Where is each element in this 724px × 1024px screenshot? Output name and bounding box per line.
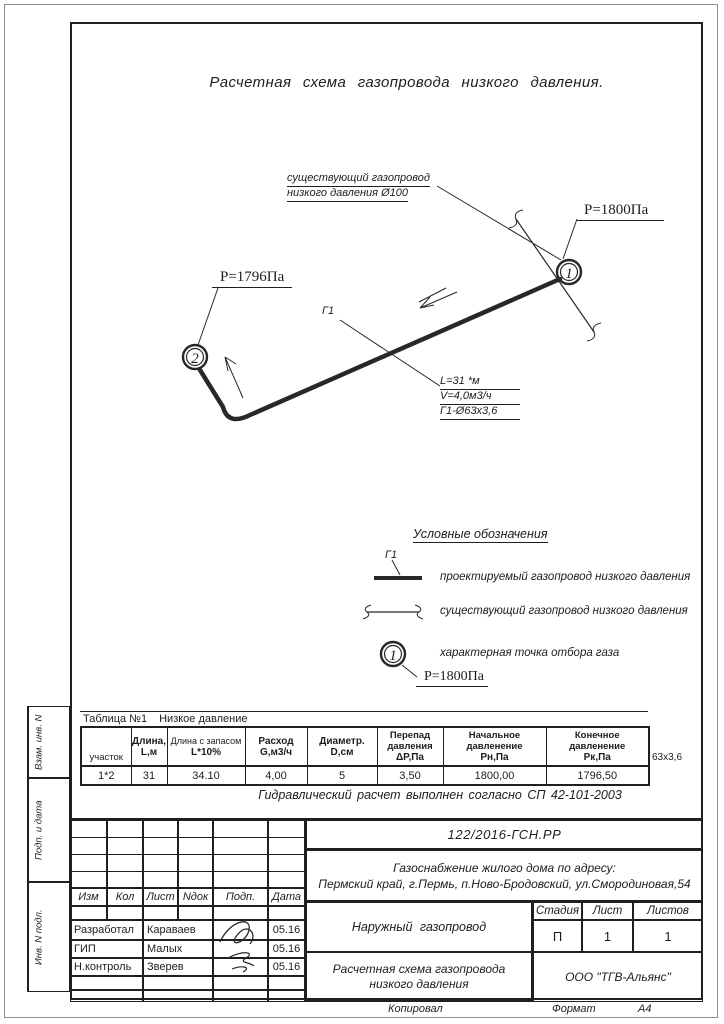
col-section: участок xyxy=(81,727,131,766)
tb-empty-cell xyxy=(268,976,305,990)
pipe-diameter: Г1-Ø63х3,6 xyxy=(440,405,520,420)
tb-empty-cell xyxy=(107,820,143,888)
tb-empty-cell xyxy=(213,976,268,990)
tb-sheet-value: 1 xyxy=(582,920,633,952)
cell-end-pressure: 1796,50 xyxy=(546,766,649,785)
tb-date-gip: 05.16 xyxy=(268,940,305,958)
tb-empty-cell xyxy=(213,906,268,920)
tb-empty-cell xyxy=(213,990,268,1002)
tb-name-ncontrol: Зверев xyxy=(143,958,213,976)
cell-flow: 4,00 xyxy=(245,766,307,785)
legend-item1-label: проектируемый газопровод низкого давления xyxy=(440,571,691,583)
tb-object-name: Наружный газопровод xyxy=(305,902,532,952)
col-length-reserve: Длина с запасом L*10% xyxy=(167,727,245,766)
tb-signature-cell xyxy=(213,958,268,976)
tb-sheets-value: 1 xyxy=(633,920,703,952)
legend-item1-symbol-label: Г1 xyxy=(385,549,398,561)
margin-stamp-vzam-label: Взам. инв. N xyxy=(28,707,49,777)
legend-title: Условные обозначения xyxy=(413,527,548,541)
col-length: Длина, L,м xyxy=(131,727,167,766)
footer-format-value: А4 xyxy=(638,1003,652,1015)
legend-item3-value: Р=1800Па xyxy=(416,669,488,687)
cell-pressure-drop: 3,50 xyxy=(377,766,443,785)
tb-date-ncontrol: 05.16 xyxy=(268,958,305,976)
tb-project-address xyxy=(305,850,703,902)
tb-signature-cell xyxy=(213,920,268,940)
tb-empty-cell xyxy=(143,820,178,888)
tb-date-developer: 05.16 xyxy=(268,920,305,940)
tb-empty-cell xyxy=(70,976,143,990)
tb-empty-cell xyxy=(268,906,305,920)
tb-col-podp: Подп. xyxy=(213,888,268,906)
tb-role-developer: Разработал xyxy=(70,920,143,940)
title-block xyxy=(70,818,703,1000)
annotation-line-1: существующий газопровод xyxy=(287,172,430,187)
pressure-table xyxy=(80,711,648,786)
tb-company: ООО "ТГВ-Альянс" xyxy=(532,952,703,1002)
pipe-designation-label: Г1 xyxy=(322,305,335,317)
tb-empty-cell xyxy=(107,906,143,920)
tb-empty-cell xyxy=(178,820,213,888)
tb-sheet-name-line-2: низкого давления xyxy=(369,976,469,991)
tb-role-ncontrol: Н.контроль xyxy=(70,958,143,976)
hydraulic-note: Гидравлический расчет выполнен согласно СП 42-101-2003 xyxy=(258,788,622,802)
tb-col-ndok: Nдок xyxy=(178,888,213,906)
col-diameter: Диаметр. D,см xyxy=(307,727,377,766)
tb-sheets-header: Листов xyxy=(633,902,703,920)
table-header-row xyxy=(81,727,649,766)
table-caption xyxy=(80,711,648,726)
existing-pipeline-annotation xyxy=(287,172,430,202)
tb-stage-value: П xyxy=(532,920,582,952)
sheet-title: Расчетная схема газопровода низкого давления. xyxy=(209,74,604,91)
tb-empty-cell xyxy=(143,906,178,920)
col-start-pressure: Начальное давленение Рн,Па xyxy=(443,727,546,766)
tb-empty-cell xyxy=(143,990,213,1002)
tb-col-izm: Изм xyxy=(70,888,107,906)
cell-length-reserve: 34.10 xyxy=(167,766,245,785)
col-flow: Расход G,м3/ч xyxy=(245,727,307,766)
tb-empty-cell xyxy=(70,990,143,1002)
tb-stage-header: Стадия xyxy=(532,902,582,920)
margin-stamp-podp-label: Подп. и дата xyxy=(28,779,49,881)
tb-empty-cell xyxy=(178,906,213,920)
pipe-flow: V=4,0м3/ч xyxy=(440,390,520,405)
margin-stamp-podp xyxy=(27,778,70,882)
cell-start-pressure: 1800,00 xyxy=(443,766,546,785)
tb-empty-cell xyxy=(70,906,107,920)
pipe-size-side-note: 63х3,6 xyxy=(652,752,683,763)
tb-empty-cell xyxy=(268,990,305,1002)
table-row xyxy=(81,766,649,785)
margin-stamp-vzam xyxy=(27,706,70,778)
tb-col-list: Лист xyxy=(143,888,178,906)
tb-project-line-2: Пермский край, г.Пермь, п.Ново-Бродовский, ул.Смородиновая,54 xyxy=(318,876,691,891)
tb-project-line-1: Газоснабжение жилого дома по адресу: xyxy=(393,860,616,875)
tb-name-developer: Караваев xyxy=(143,920,213,940)
footer-format-label: Формат xyxy=(552,1003,596,1015)
tb-name-gip: Малых xyxy=(143,940,213,958)
pipe-info-block xyxy=(440,375,520,420)
node-2-number: 2 xyxy=(191,351,199,367)
tb-sheet-name xyxy=(305,952,532,1002)
col-pressure-drop: Перепад давления ΔР,Па xyxy=(377,727,443,766)
footer-copied-label: Копировал xyxy=(388,1003,443,1015)
tb-empty-cell xyxy=(268,820,305,888)
table-number: Таблица №1 xyxy=(83,713,148,725)
tb-sheet-name-line-1: Расчетная схема газопровода xyxy=(332,961,506,976)
legend-item3-label: характерная точка отбора газа xyxy=(440,647,620,659)
tb-signature-cell xyxy=(213,940,268,958)
tb-empty-cell xyxy=(213,820,268,888)
cell-length: 31 xyxy=(131,766,167,785)
table-name: Низкое давление xyxy=(159,713,248,725)
tb-document-number: 122/2016-ГСН.РР xyxy=(305,820,703,850)
pressure-label-node-1: Р=1800Па xyxy=(576,202,664,221)
pipe-length: L=31 *м xyxy=(440,375,520,390)
tb-empty-cell xyxy=(143,976,213,990)
cell-section: 1*2 xyxy=(81,766,131,785)
tb-sheet-header: Лист xyxy=(582,902,633,920)
margin-stamp-inv xyxy=(27,882,70,992)
margin-stamp-inv-label: Инв. N подл. xyxy=(28,883,49,991)
legend-node-number: 1 xyxy=(389,648,397,664)
annotation-line-2: низкого давления Ø100 xyxy=(287,187,408,202)
cell-diameter: 5 xyxy=(307,766,377,785)
tb-col-data: Дата xyxy=(268,888,305,906)
tb-col-kol: Кол xyxy=(107,888,143,906)
tb-role-gip: ГИП xyxy=(70,940,143,958)
tb-empty-cell xyxy=(70,820,107,888)
node-1-number: 1 xyxy=(565,266,573,282)
legend-item2-label: существующий газопровод низкого давления xyxy=(440,605,688,617)
col-end-pressure: Конечное давленение Рк,Па xyxy=(546,727,649,766)
pressure-label-node-2: Р=1796Па xyxy=(212,269,292,288)
